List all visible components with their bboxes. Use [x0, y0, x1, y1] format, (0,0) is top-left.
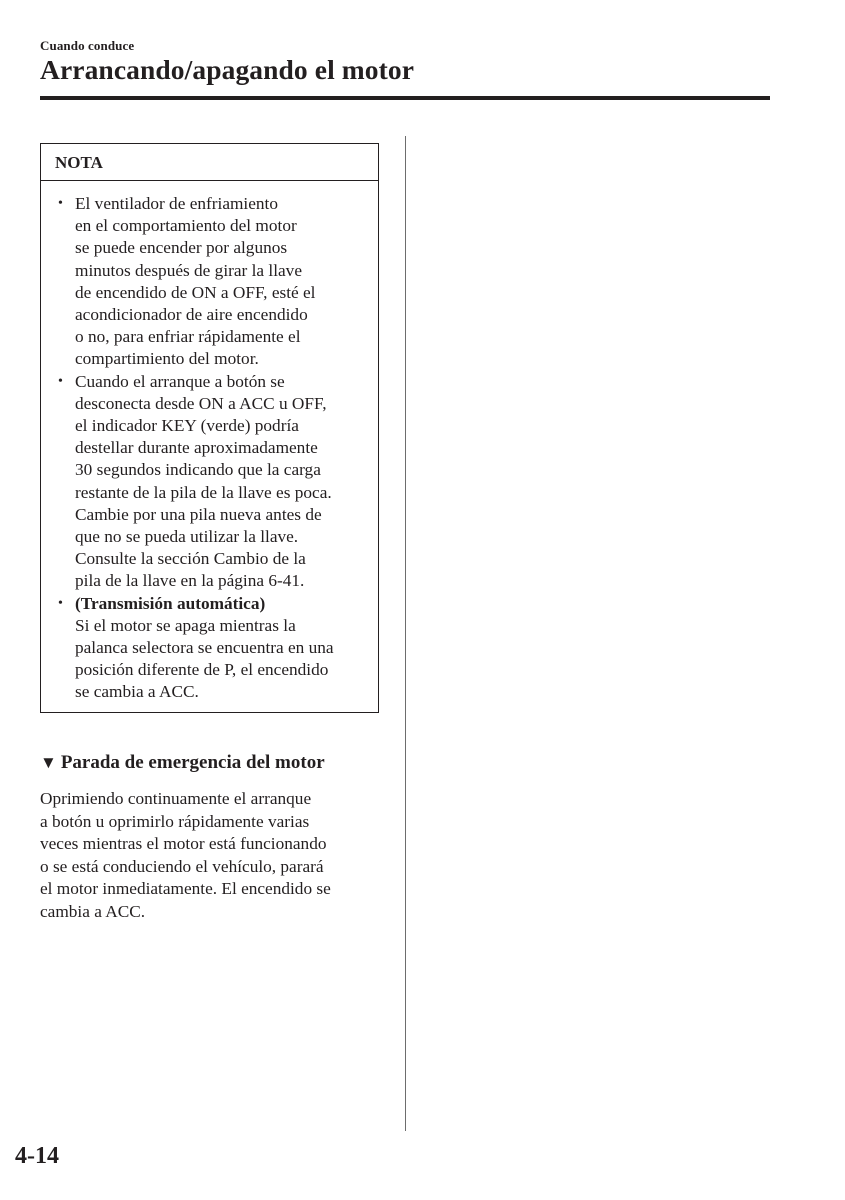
nota-line: compartimiento del motor. — [75, 349, 259, 369]
nota-line: en el comportamiento del motor — [75, 216, 297, 236]
nota-line: 30 segundos indicando que la carga — [75, 460, 321, 480]
section-heading — [40, 752, 325, 774]
nota-box — [40, 143, 379, 713]
column-divider — [405, 136, 406, 1131]
nota-line: o no, para enfriar rápidamente el — [75, 327, 301, 347]
list-item — [41, 371, 378, 593]
nota-line: posición diferente de P, el encendido — [75, 660, 329, 680]
nota-line: desconecta desde ON a ACC u OFF, — [75, 393, 327, 413]
nota-line: se puede encender por algunos — [75, 238, 288, 258]
body-line: a botón u oprimirlo rápidamente varias — [40, 811, 310, 831]
body-line: cambia a ACC. — [40, 901, 146, 921]
nota-line: Si el motor se apaga mientras la — [75, 615, 296, 635]
nota-line: de encendido de ON a OFF, esté el — [75, 282, 316, 302]
page-number: 4-14 — [15, 1143, 59, 1169]
title-rule — [40, 96, 770, 100]
nota-list — [41, 181, 378, 704]
triangle-down-icon: ▼ — [40, 753, 57, 772]
nota-line: Cambie por una pila nueva antes de — [75, 504, 322, 524]
body-line: Oprimiendo continuamente el arranque — [40, 789, 312, 808]
nota-header: NOTA — [41, 144, 378, 181]
bullet-icon: • — [58, 595, 63, 611]
nota-line: Consulte la sección Cambio de la — [75, 549, 306, 569]
body-line: o se está conduciendo el vehículo, parará — [40, 856, 324, 876]
nota-line: se cambia a ACC. — [75, 682, 199, 702]
page-title: Arrancando/apagando el motor — [40, 54, 415, 85]
body-line: veces mientras el motor está funcionando — [40, 834, 327, 854]
list-item — [41, 193, 378, 371]
nota-line: minutos después de girar la llave — [75, 260, 302, 280]
nota-line: destellar durante aproximadamente — [75, 438, 318, 458]
nota-item-heading: (Transmisión automática) — [75, 593, 266, 613]
nota-line: El ventilador de enfriamiento — [75, 194, 278, 213]
section-label: Cuando conduce — [40, 38, 135, 53]
nota-line: acondicionador de aire encendido — [75, 305, 308, 325]
section-heading-text: Parada de emergencia del motor — [60, 752, 325, 773]
list-item — [41, 593, 378, 704]
bullet-icon: • — [58, 196, 63, 211]
nota-line: restante de la pila de la llave es poca. — [75, 482, 332, 502]
bullet-icon: • — [58, 373, 63, 389]
body-line: el motor inmediatamente. El encendido se — [40, 879, 331, 899]
section-body — [40, 788, 331, 924]
nota-line: Cuando el arranque a botón se — [75, 371, 285, 391]
nota-line: el indicador KEY (verde) podría — [75, 416, 299, 436]
nota-line: palanca selectora se encuentra en una — [75, 638, 334, 658]
nota-line: que no se pueda utilizar la llave. — [75, 527, 299, 547]
nota-line: pila de la llave en la página 6-41. — [75, 571, 305, 591]
